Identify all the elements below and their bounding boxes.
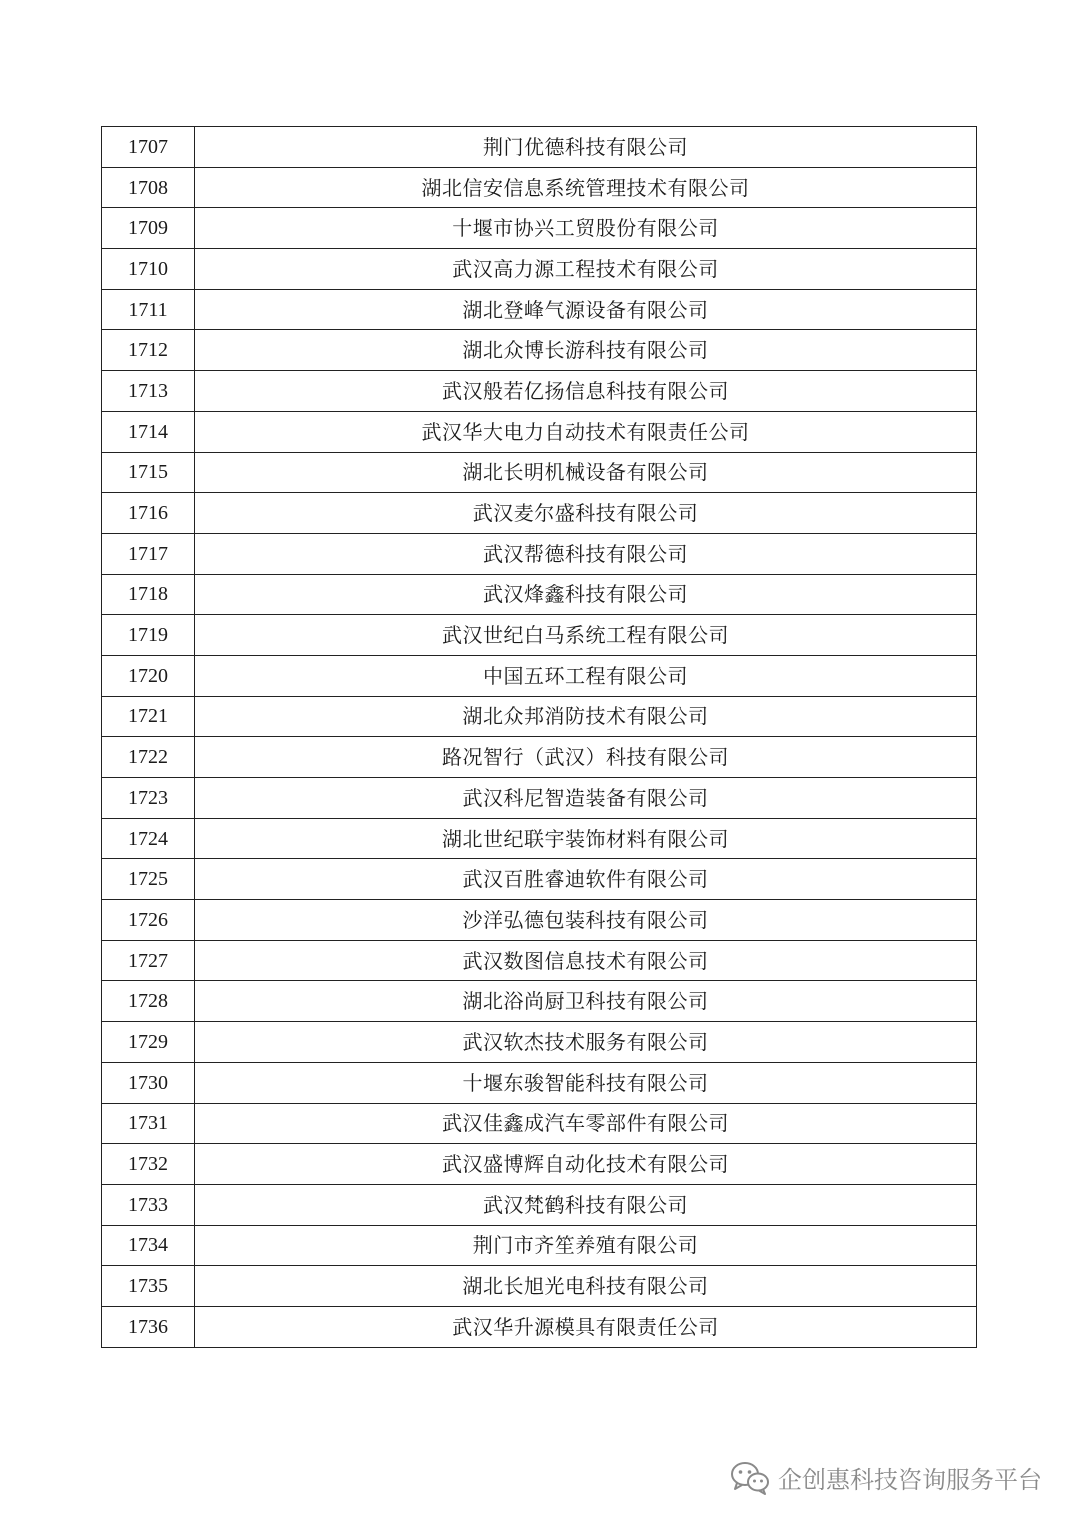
company-name: 湖北长明机械设备有限公司 <box>195 452 977 493</box>
table-row <box>102 533 977 574</box>
company-name: 荆门市齐笙养殖有限公司 <box>195 1225 977 1266</box>
row-number: 1708 <box>102 167 195 208</box>
row-number: 1715 <box>102 452 195 493</box>
row-number: 1710 <box>102 249 195 290</box>
table-row <box>102 696 977 737</box>
row-number: 1729 <box>102 1022 195 1063</box>
row-number: 1720 <box>102 655 195 696</box>
row-number: 1735 <box>102 1266 195 1307</box>
company-name: 武汉烽鑫科技有限公司 <box>195 574 977 615</box>
company-name: 武汉般若亿扬信息科技有限公司 <box>195 371 977 412</box>
company-name: 湖北众博长游科技有限公司 <box>195 330 977 371</box>
row-number: 1732 <box>102 1144 195 1185</box>
table-row <box>102 655 977 696</box>
company-name: 武汉科尼智造装备有限公司 <box>195 778 977 819</box>
row-number: 1725 <box>102 859 195 900</box>
table-row <box>102 1306 977 1347</box>
company-name: 武汉盛博辉自动化技术有限公司 <box>195 1144 977 1185</box>
table-row <box>102 1022 977 1063</box>
watermark-text: 企创惠科技咨询服务平台 <box>778 1466 1042 1494</box>
company-name: 中国五环工程有限公司 <box>195 655 977 696</box>
company-name: 武汉梵鹤科技有限公司 <box>195 1184 977 1225</box>
row-number: 1714 <box>102 411 195 452</box>
row-number: 1728 <box>102 981 195 1022</box>
row-number: 1716 <box>102 493 195 534</box>
table-row <box>102 1062 977 1103</box>
table-row <box>102 493 977 534</box>
company-name: 湖北信安信息系统管理技术有限公司 <box>195 167 977 208</box>
table-row <box>102 778 977 819</box>
row-number: 1713 <box>102 371 195 412</box>
company-name: 武汉麦尔盛科技有限公司 <box>195 493 977 534</box>
table-row <box>102 859 977 900</box>
row-number: 1719 <box>102 615 195 656</box>
row-number: 1726 <box>102 900 195 941</box>
company-name: 武汉高力源工程技术有限公司 <box>195 249 977 290</box>
company-name: 武汉百胜睿迪软件有限公司 <box>195 859 977 900</box>
company-list-table <box>101 126 977 1348</box>
company-name: 武汉帮德科技有限公司 <box>195 533 977 574</box>
company-name: 湖北众邦消防技术有限公司 <box>195 696 977 737</box>
company-name: 武汉华升源模具有限责任公司 <box>195 1306 977 1347</box>
table-row <box>102 574 977 615</box>
table-row <box>102 1144 977 1185</box>
company-name: 湖北登峰气源设备有限公司 <box>195 289 977 330</box>
wechat-icon <box>730 1461 770 1495</box>
company-name: 十堰东骏智能科技有限公司 <box>195 1062 977 1103</box>
company-name: 湖北长旭光电科技有限公司 <box>195 1266 977 1307</box>
table-row <box>102 208 977 249</box>
company-name: 荆门优德科技有限公司 <box>195 127 977 168</box>
company-name: 武汉华大电力自动技术有限责任公司 <box>195 411 977 452</box>
company-name: 湖北世纪联宇装饰材料有限公司 <box>195 818 977 859</box>
row-number: 1733 <box>102 1184 195 1225</box>
table-row <box>102 1266 977 1307</box>
watermark <box>730 1460 1042 1495</box>
company-name: 武汉数图信息技术有限公司 <box>195 940 977 981</box>
row-number: 1717 <box>102 533 195 574</box>
table-row <box>102 900 977 941</box>
table-row <box>102 615 977 656</box>
company-name: 十堰市协兴工贸股份有限公司 <box>195 208 977 249</box>
table-row <box>102 1225 977 1266</box>
table-row <box>102 167 977 208</box>
row-number: 1721 <box>102 696 195 737</box>
row-number: 1712 <box>102 330 195 371</box>
row-number: 1718 <box>102 574 195 615</box>
table-row <box>102 289 977 330</box>
row-number: 1727 <box>102 940 195 981</box>
table-row <box>102 371 977 412</box>
row-number: 1722 <box>102 737 195 778</box>
table-row <box>102 737 977 778</box>
company-name: 沙洋弘德包装科技有限公司 <box>195 900 977 941</box>
company-name: 武汉世纪白马系统工程有限公司 <box>195 615 977 656</box>
company-name: 武汉佳鑫成汽车零部件有限公司 <box>195 1103 977 1144</box>
row-number: 1730 <box>102 1062 195 1103</box>
table-row <box>102 1184 977 1225</box>
company-name: 武汉软杰技术服务有限公司 <box>195 1022 977 1063</box>
row-number: 1723 <box>102 778 195 819</box>
row-number: 1731 <box>102 1103 195 1144</box>
table-row <box>102 818 977 859</box>
row-number: 1724 <box>102 818 195 859</box>
table-row <box>102 411 977 452</box>
row-number: 1736 <box>102 1306 195 1347</box>
table-row <box>102 330 977 371</box>
table-row <box>102 127 977 168</box>
row-number: 1707 <box>102 127 195 168</box>
table-row <box>102 249 977 290</box>
table-body <box>102 127 977 1348</box>
company-name: 路况智行（武汉）科技有限公司 <box>195 737 977 778</box>
row-number: 1711 <box>102 289 195 330</box>
table-row <box>102 981 977 1022</box>
table-row <box>102 940 977 981</box>
table-row <box>102 1103 977 1144</box>
table-row <box>102 452 977 493</box>
company-name: 湖北浴尚厨卫科技有限公司 <box>195 981 977 1022</box>
row-number: 1709 <box>102 208 195 249</box>
row-number: 1734 <box>102 1225 195 1266</box>
